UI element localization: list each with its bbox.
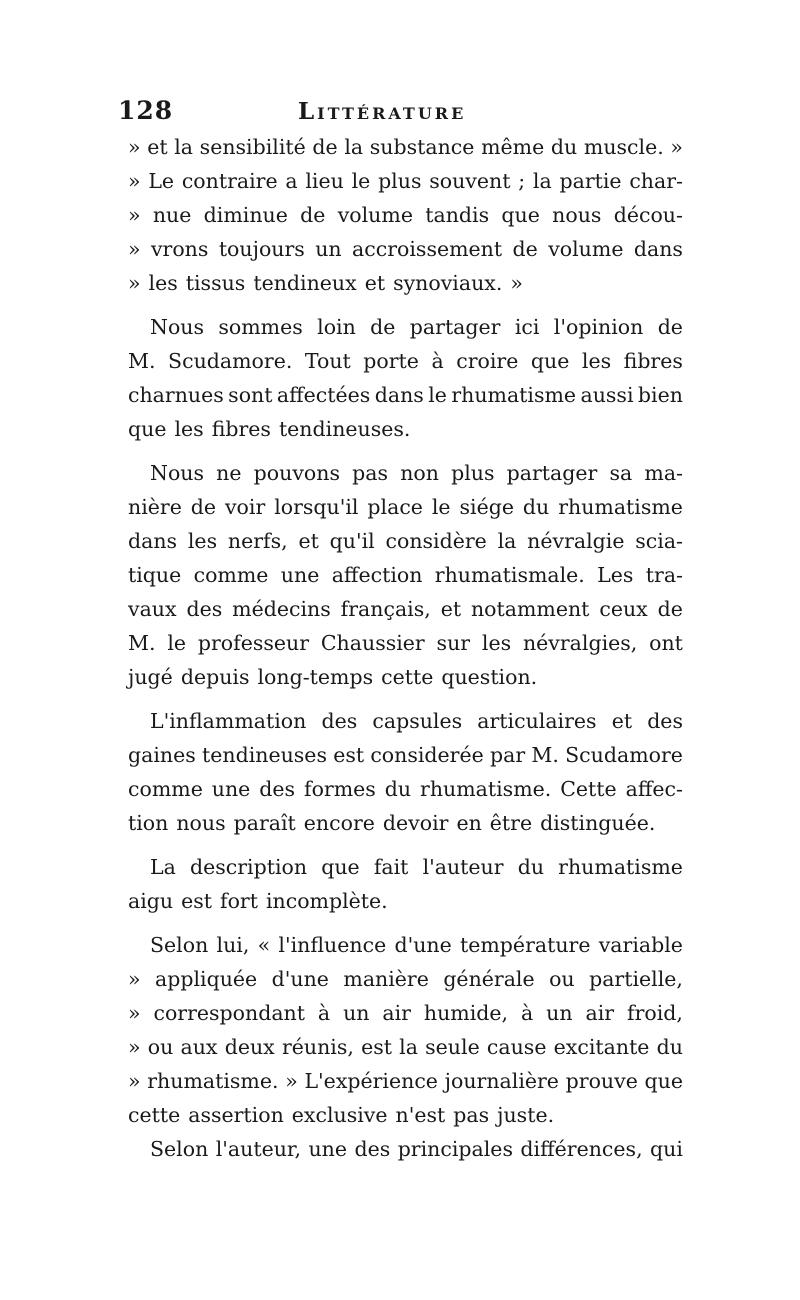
word: question. [441, 665, 538, 689]
word: la [532, 169, 552, 193]
word: affectées [276, 383, 371, 407]
word: le [428, 383, 447, 407]
word: fibres [623, 349, 683, 373]
word: dans [633, 237, 683, 261]
text-line [128, 738, 683, 772]
word: ma- [644, 461, 683, 485]
word: pas [453, 1103, 490, 1127]
word: diminue [203, 203, 288, 227]
word: que [128, 417, 167, 441]
word: est [361, 1035, 392, 1059]
word: plus [378, 169, 422, 193]
word: sensibilité [199, 135, 306, 159]
word: fibres [211, 417, 271, 441]
paragraph-gap [128, 918, 683, 928]
word: » [128, 169, 141, 193]
word: générale [443, 967, 535, 991]
word: névralgies, [522, 631, 638, 655]
word: rhumatisme. [147, 1069, 279, 1093]
word: les [148, 271, 178, 295]
word: plus [451, 461, 495, 485]
word: ne [216, 461, 242, 485]
word: que [530, 349, 570, 373]
word: » [128, 237, 141, 261]
text-line [128, 850, 683, 884]
word: souvent [429, 169, 511, 193]
word: un [546, 1001, 573, 1025]
word: jugé [128, 665, 173, 689]
text-line [128, 1098, 683, 1132]
word: névralgie [527, 529, 625, 553]
word: voir [224, 495, 266, 519]
word: de [657, 597, 683, 621]
word: l'auteur [422, 855, 504, 879]
text-line [128, 232, 683, 266]
word: des [647, 709, 683, 733]
word: fait [373, 855, 409, 879]
word: de [370, 315, 396, 339]
word: que [501, 203, 540, 227]
word: nière [128, 495, 182, 519]
word: Selon [150, 933, 209, 957]
text-line [128, 456, 683, 490]
word: depuis [180, 665, 250, 689]
word: assertion [188, 1103, 284, 1127]
word: des [321, 709, 358, 733]
word: tendineuses. [278, 417, 411, 441]
word: Nous [150, 315, 205, 339]
word: Selon [150, 1137, 209, 1161]
word: dans [128, 529, 178, 553]
word: lieu [305, 169, 344, 193]
word: » [128, 271, 141, 295]
word: pas [352, 461, 389, 485]
text-line [128, 626, 683, 660]
word: synoviaux. [393, 271, 503, 295]
word: » [510, 271, 523, 295]
word: air [585, 1001, 615, 1025]
word: l'auteur, [215, 1137, 301, 1161]
word: croire [456, 349, 519, 373]
page-header [118, 96, 678, 132]
word: d'une [271, 967, 329, 991]
word: cause [486, 1035, 547, 1059]
word: scia- [635, 529, 683, 553]
text-line [128, 772, 683, 806]
word: des [259, 777, 296, 801]
word: sa [609, 461, 633, 485]
word: des [186, 597, 223, 621]
word: le [431, 495, 451, 519]
word: de [512, 237, 538, 261]
text-line [128, 660, 683, 694]
word: sont [228, 383, 273, 407]
word: de [190, 495, 217, 519]
word: nous [176, 811, 226, 835]
text-line [128, 130, 683, 164]
word: et [611, 709, 633, 733]
word: accroissement [352, 237, 503, 261]
word: ont [649, 631, 683, 655]
word: nue [152, 203, 192, 227]
word: et [364, 271, 386, 295]
word: bien [637, 383, 683, 407]
word: long-temps [257, 665, 374, 689]
word: froid, [627, 1001, 683, 1025]
word: devoir [382, 811, 449, 835]
word: M. [128, 349, 156, 373]
word: les [187, 529, 218, 553]
word: et [298, 529, 319, 553]
text-line [128, 996, 683, 1030]
word: siége [459, 495, 514, 519]
word: un [315, 237, 342, 261]
text-line [128, 198, 683, 232]
word: excitante [553, 1035, 650, 1059]
word: toujours [218, 237, 305, 261]
word: » [128, 1035, 141, 1059]
word: l'influence [278, 933, 387, 957]
text-line [128, 884, 683, 918]
word: rhumatisme [558, 495, 683, 519]
word: porte [363, 349, 419, 373]
word: incomplète. [265, 889, 388, 913]
word: Scudamore. [168, 349, 293, 373]
word: par [489, 743, 526, 767]
word: Le [148, 169, 175, 193]
word: du [517, 855, 545, 879]
text-line [128, 1132, 683, 1166]
word: d'une [394, 933, 452, 957]
word: manière [343, 967, 429, 991]
word: même [481, 135, 545, 159]
word: » [128, 135, 141, 159]
word: humide, [423, 1001, 509, 1025]
word: un [343, 1001, 370, 1025]
word: appliquée [155, 967, 258, 991]
word: du [522, 495, 550, 519]
text-line [128, 1030, 683, 1064]
word: qu'il [329, 529, 375, 553]
word: Scudamore [565, 743, 683, 767]
word: non [400, 461, 439, 485]
word: M. [531, 743, 559, 767]
word: exclusive [291, 1103, 388, 1127]
body-text [128, 130, 683, 1166]
word: aussi [580, 383, 634, 407]
word: ici [514, 315, 540, 339]
word: considerée [370, 743, 484, 767]
word: deux [224, 1035, 275, 1059]
word: « [257, 933, 271, 957]
word: et [147, 135, 168, 159]
paragraph-gap [128, 446, 683, 456]
word: de [657, 315, 683, 339]
word: distinguée. [540, 811, 656, 835]
word: seule [425, 1035, 480, 1059]
word: journalière [444, 1069, 559, 1093]
word: dans [374, 383, 424, 407]
word: volume [337, 203, 413, 227]
word: cette [381, 665, 434, 689]
text-line [128, 592, 683, 626]
word: contraire [181, 169, 278, 193]
word: aigu [128, 889, 174, 913]
word: Nous [150, 461, 205, 485]
paragraph-gap [128, 840, 683, 850]
word: tandis [425, 203, 490, 227]
word: encore [303, 811, 375, 835]
word: considère [385, 529, 487, 553]
text-line [128, 962, 683, 996]
word: cette [128, 1103, 181, 1127]
word: prouve [565, 1069, 638, 1093]
word: une [280, 563, 320, 587]
text-line [128, 344, 683, 378]
word: réunis, [281, 1035, 354, 1059]
text-line [128, 704, 683, 738]
text-line [128, 806, 683, 840]
word: loin [317, 315, 356, 339]
text-line [128, 164, 683, 198]
word: ou [549, 967, 575, 991]
word: formes [303, 777, 376, 801]
word: volume [548, 237, 624, 261]
word: principales [397, 1137, 513, 1161]
word: partielle, [589, 967, 683, 991]
word: de [300, 203, 326, 227]
word: affection [331, 563, 423, 587]
word: du [656, 1035, 683, 1059]
word: partie [559, 169, 622, 193]
word: nous [552, 203, 602, 227]
text-line [128, 412, 683, 446]
word: que [321, 855, 360, 879]
word: à [521, 1001, 534, 1025]
word: » [128, 967, 141, 991]
word: est [181, 889, 212, 913]
word: partager [506, 461, 598, 485]
word: tra- [645, 563, 683, 587]
word: sommes [218, 315, 303, 339]
text-line [128, 310, 683, 344]
word: M. [128, 631, 156, 655]
word: juste. [497, 1103, 555, 1127]
word: lorsqu'il [274, 495, 359, 519]
word: » [285, 1069, 298, 1093]
word: la [399, 1035, 418, 1059]
word: » [128, 1069, 141, 1093]
word: français, [340, 597, 431, 621]
word: partager [409, 315, 501, 339]
word: tendineux [253, 271, 357, 295]
word: a [285, 169, 298, 193]
word: fort [220, 889, 258, 913]
word: ou [147, 1035, 174, 1059]
word: être [489, 811, 533, 835]
word: rhumatisme [451, 383, 577, 407]
word: correspondant [153, 1001, 305, 1025]
word: une [211, 777, 251, 801]
text-line [128, 524, 683, 558]
word: du [550, 135, 578, 159]
word: la [174, 135, 194, 159]
word: du [384, 777, 412, 801]
word: nerfs, [227, 529, 288, 553]
word: air [382, 1001, 411, 1025]
text-line [128, 378, 683, 412]
word: de [312, 135, 338, 159]
paragraph-gap [128, 694, 683, 704]
word: » [128, 203, 141, 227]
text-line [128, 1064, 683, 1098]
text-line [128, 490, 683, 524]
word: comme [193, 563, 269, 587]
word: rhumatisme. [420, 777, 552, 801]
word: Les [597, 563, 634, 587]
word: les [481, 631, 512, 655]
word: tion [128, 811, 169, 835]
word: décou- [613, 203, 683, 227]
word: à [431, 349, 444, 373]
word: tissus [185, 271, 246, 295]
word: comme [128, 777, 203, 801]
word: pouvons [253, 461, 340, 485]
word: affec- [625, 777, 683, 801]
word: et [440, 597, 462, 621]
word: Tout [304, 349, 351, 373]
word: L'expérience [304, 1069, 438, 1093]
word: capsules [372, 709, 463, 733]
word: char- [629, 169, 683, 193]
text-line [128, 266, 683, 300]
word: des [354, 1137, 391, 1161]
word: tendineuses [202, 743, 327, 767]
word: professeur [197, 631, 310, 655]
word: une [308, 1137, 347, 1161]
word: le [167, 631, 187, 655]
word: rhumatismale. [434, 563, 585, 587]
word: substance [369, 135, 475, 159]
word: les [174, 417, 204, 441]
word: en [456, 811, 482, 835]
word: le [351, 169, 371, 193]
word: » [128, 1001, 141, 1025]
word: articulaires [477, 709, 597, 733]
word: est [333, 743, 365, 767]
word: paraît [233, 811, 296, 835]
word: différences, [520, 1137, 643, 1161]
word: rhumatisme [558, 855, 683, 879]
word: à [317, 1001, 331, 1025]
word: qui [650, 1137, 683, 1161]
word: Cette [560, 777, 617, 801]
word: sur [436, 631, 471, 655]
word: Chaussier [320, 631, 425, 655]
text-line [128, 928, 683, 962]
word: place [367, 495, 423, 519]
word: la [497, 529, 517, 553]
word: tique [128, 563, 182, 587]
word: notamment [470, 597, 590, 621]
word: gaines [128, 743, 196, 767]
running-head: Littérature [298, 98, 467, 125]
word: médecins [232, 597, 331, 621]
word: ceux [599, 597, 648, 621]
page-number: 128 [118, 96, 174, 125]
word: que [644, 1069, 683, 1093]
paragraph-gap [128, 300, 683, 310]
word: variable [598, 933, 683, 957]
word: L'inflammation [150, 709, 307, 733]
word: l'opinion [553, 315, 644, 339]
text-line [128, 558, 683, 592]
word: n'est [395, 1103, 446, 1127]
word: vaux [128, 597, 177, 621]
word: aux [180, 1035, 218, 1059]
word: la [344, 135, 364, 159]
word: » [670, 135, 683, 159]
word: charnues [128, 383, 224, 407]
word: description [189, 855, 308, 879]
word: les [581, 349, 612, 373]
word: lui, [216, 933, 250, 957]
word: La [150, 855, 176, 879]
word: vrons [150, 237, 209, 261]
word: température [460, 933, 591, 957]
word: ; [518, 169, 526, 193]
word: muscle. [583, 135, 664, 159]
